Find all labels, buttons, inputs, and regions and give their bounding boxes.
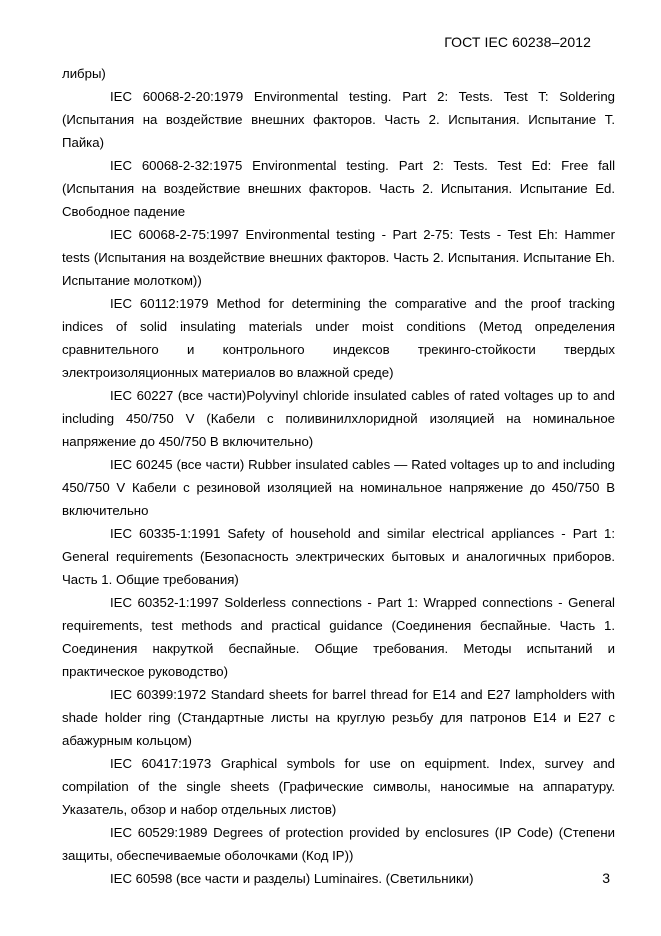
page-number: 3 [602, 870, 610, 886]
reference-iec-60529: IEC 60529:1989 Degrees of protection provided by enclosures (IP Code) (Степени защиты, обеспечиваемые оболочками (Код IP)) [62, 825, 615, 863]
reference-iec-60068-2-20: IEC 60068-2-20:1979 Environmental testing. Part 2: Tests. Test T: Soldering (Испытания на воздействие внешних факторов. Часть 2. Испытания. Испытание Т. Пайка) [62, 89, 615, 150]
normative-references-list [62, 62, 615, 890]
reference-iec-60112: IEC 60112:1979 Method for determining the comparative and the proof tracking indices of solid insulating materials under moist conditions (Метод определения сравнительного и контрольного индексов трекинго-стойкости твердых электроизоляционных материалов во влажной среде) [62, 296, 615, 380]
reference-iec-60068-2-75: IEC 60068-2-75:1997 Environmental testing - Part 2-75: Tests - Test Eh: Hammer tests (Испытания на воздействие внешних факторов. Часть 2. Испытания. Испытание Eh. Испытание молотком)) [62, 227, 616, 288]
reference-iec-60335-1: IEC 60335-1:1991 Safety of household and similar electrical appliances - Part 1: General requirements (Безопасность электрических бытовых и аналогичных приборов. Часть 1. Общие требования) [62, 526, 615, 587]
reference-iec-60399: IEC 60399:1972 Standard sheets for barrel thread for E14 and E27 lampholders with shade holder ring (Стандартные листы на круглую резьбу для патронов E14 и E27 с абажурным кольцом) [62, 687, 615, 748]
reference-continuation: либры) [62, 66, 106, 81]
reference-iec-60352-1: IEC 60352-1:1997 Solderless connections - Part 1: Wrapped connections - General requirements, test methods and practical guidance (Соединения беспайные. Часть 1. Соединения накруткой беспайные. Общие требования. Методы испытаний и практическое руководство) [62, 595, 615, 679]
reference-iec-60068-2-32: IEC 60068-2-32:1975 Environmental testing. Part 2: Tests. Test Ed: Free fall (Испытания на воздействие внешних факторов. Часть 2. Испытания. Испытание Ed. Свободное падение [62, 158, 615, 219]
reference-iec-60598: IEC 60598 (все части и разделы) Luminaires. (Светильники) [110, 871, 474, 886]
reference-iec-60417: IEC 60417:1973 Graphical symbols for use on equipment. Index, survey and compilation of the single sheets (Графические символы, наносимые на аппаратуру. Указатель, обзор и набор отдельных листов) [62, 756, 615, 817]
document-header: ГОСТ IEC 60238–2012 [444, 34, 591, 50]
reference-iec-60245: IEC 60245 (все части) Rubber insulated cables — Rated voltages up to and including 450/750 V Кабели с резиновой изоляцией на номинальное напряжение до 450/750 В включительно [62, 457, 615, 518]
reference-iec-60227: IEC 60227 (все части)Polyvinyl chloride insulated cables of rated voltages up to and including 450/750 V (Кабели с поливинилхлоридной изоляцией на номинальное напряжение до 450/750 В включительно) [62, 388, 615, 449]
